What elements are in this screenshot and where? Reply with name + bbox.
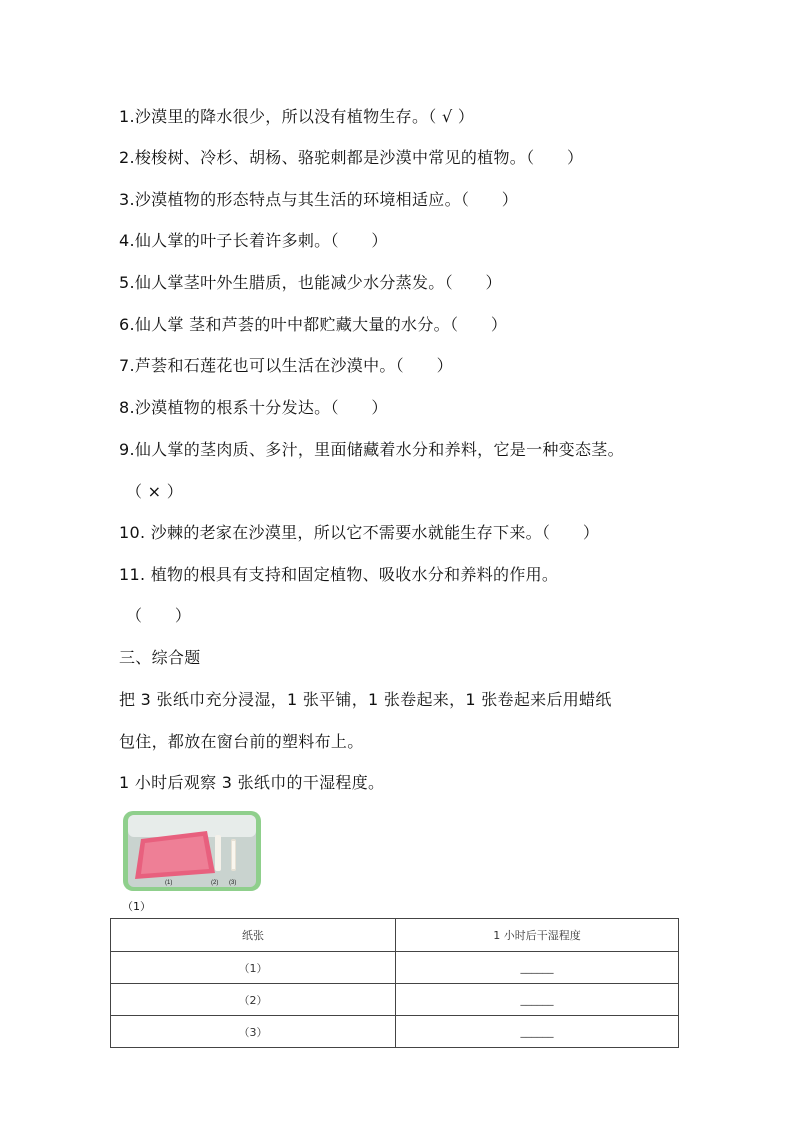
section-title: 三、综合题 — [119, 648, 201, 667]
experiment-photo — [119, 801, 319, 896]
question-11-answer: （ ） — [126, 606, 192, 625]
question-9: 9.仙人掌的茎肉质、多汁，里面储藏着水分和养料，它是一种变态茎。 — [119, 440, 624, 459]
photo-label-2: (2) — [211, 880, 219, 886]
answer-blank[interactable]: ______ — [396, 952, 679, 984]
question-2: 2.梭梭树、冷杉、胡杨、骆驼刺都是沙漠中常见的植物。（ ） — [119, 148, 584, 167]
intro-line-2: 包住，都放在窗台前的塑料布上。 — [119, 732, 364, 751]
table-header-row — [111, 919, 679, 952]
header-dryness: 1 小时后干湿程度 — [396, 919, 679, 952]
question-3: 3.沙漠植物的形态特点与其生活的环境相适应。（ ） — [119, 190, 519, 209]
table-row — [111, 952, 679, 984]
question-7: 7.芦荟和石莲花也可以生活在沙漠中。（ ） — [119, 356, 453, 375]
row-label: （1） — [111, 952, 396, 984]
intro-line-3: 1 小时后观察 3 张纸巾的干湿程度。 — [119, 773, 385, 792]
sub-question-label: （1） — [122, 900, 151, 913]
intro-line-1: 把 3 张纸巾充分浸湿，1 张平铺，1 张卷起来，1 张卷起来后用蜡纸 — [119, 690, 612, 709]
question-11: 11. 植物的根具有支持和固定植物、吸收水分和养料的作用。 — [119, 565, 559, 584]
question-6: 6.仙人掌 茎和芦荟的叶中都贮藏大量的水分。（ ） — [119, 315, 508, 334]
table-row — [111, 1016, 679, 1048]
question-1: 1.沙漠里的降水很少，所以没有植物生存。（ √ ） — [119, 107, 475, 126]
question-5: 5.仙人掌茎叶外生腊质，也能减少水分蒸发。（ ） — [119, 273, 502, 292]
question-9-answer: （ × ） — [126, 482, 184, 501]
results-table — [110, 918, 679, 1048]
question-8: 8.沙漠植物的根系十分发达。（ ） — [119, 398, 388, 417]
question-4: 4.仙人掌的叶子长着许多刺。（ ） — [119, 231, 388, 250]
row-label: （3） — [111, 1016, 396, 1048]
table-row — [111, 984, 679, 1016]
answer-blank[interactable]: ______ — [396, 1016, 679, 1048]
question-10: 10. 沙棘的老家在沙漠里，所以它不需要水就能生存下来。（ ） — [119, 523, 600, 542]
photo-label-1: (1) — [165, 880, 173, 886]
answer-blank[interactable]: ______ — [396, 984, 679, 1016]
row-label: （2） — [111, 984, 396, 1016]
photo-label-3: (3) — [229, 880, 237, 886]
header-paper: 纸张 — [111, 919, 396, 952]
